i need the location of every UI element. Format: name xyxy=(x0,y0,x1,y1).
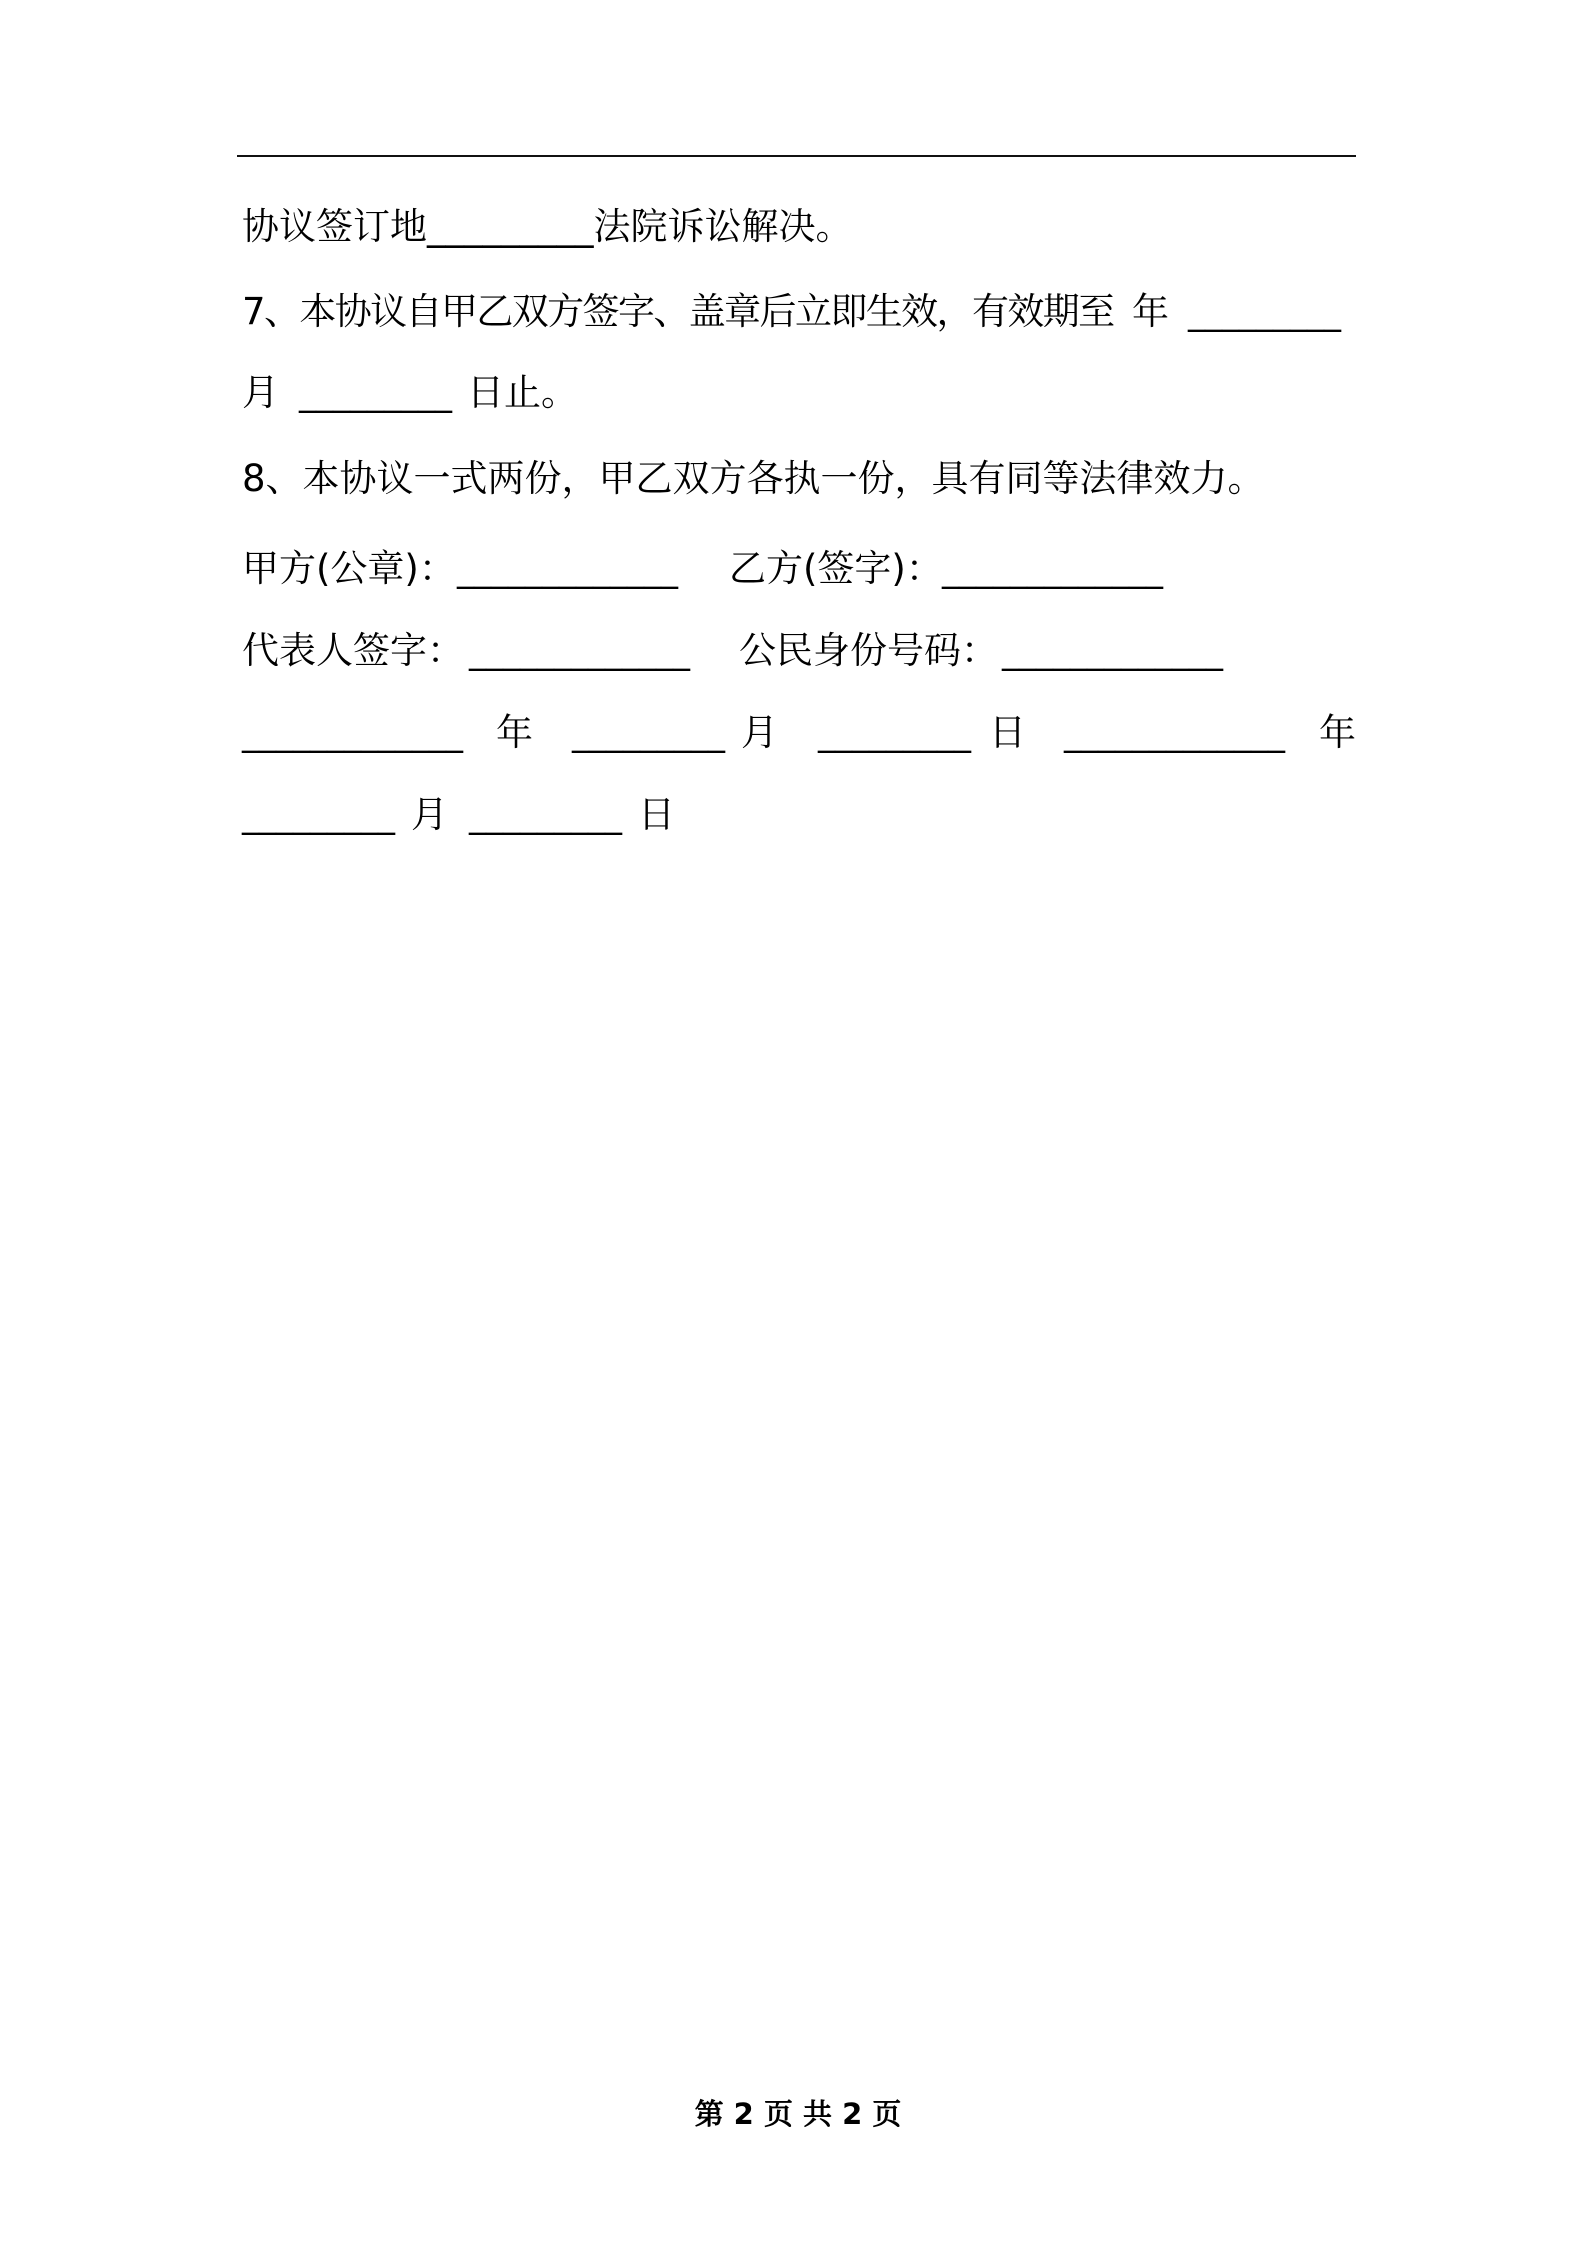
party-b-blank: _____________ xyxy=(942,550,1163,590)
date-b-day-label: 日 xyxy=(638,793,675,836)
party-a-blank: _____________ xyxy=(457,550,678,590)
date-b-year-blank: _____________ xyxy=(1064,714,1285,754)
clause-7-month-blank: _________ xyxy=(299,374,452,414)
date-a-day-blank: _________ xyxy=(818,714,971,754)
id-number-blank: _____________ xyxy=(1002,632,1223,672)
date-b-month-label: 月 xyxy=(411,793,448,836)
clause-7-year-label: 年 xyxy=(1132,290,1169,333)
date-b-month-blank: _________ xyxy=(242,796,395,836)
clause-7-end: 日止。 xyxy=(467,371,578,414)
party-b-label: 乙方(签字)： xyxy=(729,547,943,590)
clause-8-text: 8、本协议一式两份，甲乙双方各执一份，具有同等法律效力。 xyxy=(242,457,1265,500)
representative-blank: _____________ xyxy=(469,632,690,672)
clause-7-year-blank: _________ xyxy=(1188,293,1341,333)
id-number-label: 公民身份号码： xyxy=(739,629,998,672)
date-a-year-blank: _____________ xyxy=(242,714,463,754)
party-a-label: 甲方(公章)： xyxy=(242,547,456,590)
header-divider xyxy=(237,155,1356,157)
page-number-footer: 第 2 页 共 2 页 xyxy=(694,2097,902,2131)
clause-7-month-label: 月 xyxy=(242,371,279,414)
clause-7-text: 7、本协议自甲乙双方签字、盖章后立即生效，有效期至 xyxy=(242,290,1114,333)
date-a-year-label: 年 xyxy=(496,711,533,754)
date-b-year-label: 年 xyxy=(1319,711,1356,754)
date-a-month-blank: _________ xyxy=(572,714,725,754)
representative-label: 代表人签字： xyxy=(242,629,464,672)
date-a-day-label: 日 xyxy=(989,711,1026,754)
date-b-day-blank: _________ xyxy=(469,796,622,836)
court-clause-line: 协议签订地_________法院诉讼解决。 xyxy=(242,205,853,248)
date-a-month-label: 月 xyxy=(741,711,778,754)
